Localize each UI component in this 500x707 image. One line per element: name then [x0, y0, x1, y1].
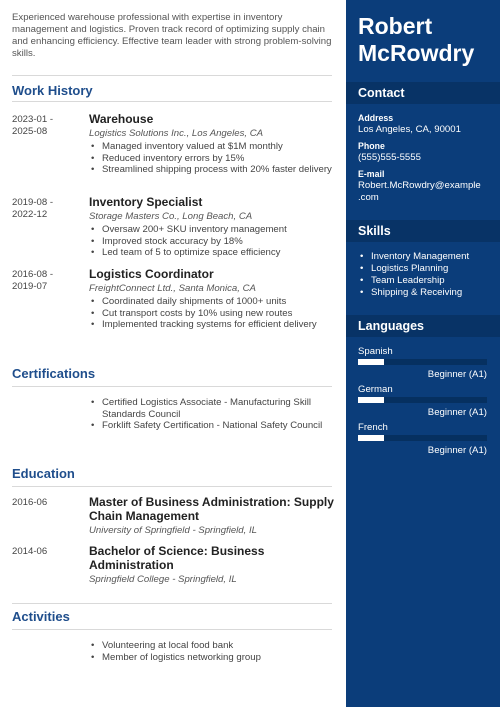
- work-history-divider: [12, 101, 332, 102]
- school: Springfield College - Springfield, IL: [89, 574, 237, 585]
- contact-heading: Contact: [346, 82, 500, 104]
- language-bar-fill: [358, 435, 384, 441]
- address-value: Los Angeles, CA, 90001: [358, 124, 461, 135]
- language-bar: [358, 435, 487, 441]
- last-name: McRowdry: [358, 40, 475, 66]
- work-bullet: • Improved stock accuracy by 18%: [89, 236, 334, 248]
- degree: Master of Business Administration: Supply Chain Management: [89, 495, 334, 523]
- phone-label: Phone: [358, 141, 385, 151]
- language-bar-fill: [358, 359, 384, 365]
- language-bar: [358, 397, 487, 403]
- school: University of Springfield - Springfield, IL: [89, 525, 257, 536]
- email-value[interactable]: [358, 180, 493, 204]
- work-history-heading: Work History: [12, 83, 93, 98]
- certification-item: • Forklift Safety Certification - National Safety Council: [89, 420, 334, 432]
- work-bullet: • Managed inventory valued at $1M monthly: [89, 141, 334, 153]
- activities-divider: [12, 629, 332, 630]
- education-heading: Education: [12, 466, 75, 481]
- education-date: 2014-06: [12, 546, 48, 557]
- company: Storage Masters Co., Long Beach, CA: [89, 211, 253, 222]
- work-bullet: • Cut transport costs by 10% using new routes: [89, 308, 334, 320]
- skill-item: • Shipping & Receiving: [358, 287, 493, 299]
- work-bullet: • Led team of 5 to optimize space efficiency: [89, 247, 334, 259]
- certifications-divider: [12, 386, 332, 387]
- summary-divider: [12, 75, 332, 76]
- language-name: French: [358, 422, 388, 433]
- work-date: 2019-08 - 2022-12: [12, 197, 54, 220]
- email-value-line1: Robert.McRowdry@example: [358, 180, 481, 191]
- skill-item: • Logistics Planning: [358, 263, 493, 275]
- work-date: 2016-08 - 2019-07: [12, 269, 54, 292]
- language-level: Beginner (A1): [427, 369, 487, 380]
- languages-heading: Languages: [346, 315, 500, 337]
- activities-top-divider: [12, 603, 332, 604]
- language-bar-fill: [358, 397, 384, 403]
- phone-value: (555)555-5555: [358, 152, 421, 163]
- certifications-heading: Certifications: [12, 366, 96, 381]
- company: FreightConnect Ltd., Santa Monica, CA: [89, 283, 256, 294]
- language-level: Beginner (A1): [427, 407, 487, 418]
- skill-item: • Team Leadership: [358, 275, 493, 287]
- work-bullet: • Implemented tracking systems for efficient delivery: [89, 319, 334, 331]
- address-label: Address: [358, 113, 394, 123]
- sidebar: [346, 0, 500, 707]
- language-name: Spanish: [358, 346, 393, 357]
- activities-list: [89, 639, 334, 663]
- language-item: [358, 346, 487, 381]
- language-item: [358, 384, 487, 419]
- degree: Bachelor of Science: Business Administration: [89, 544, 265, 572]
- language-name: German: [358, 384, 393, 395]
- certifications-list: [89, 396, 334, 432]
- candidate-name: [358, 13, 474, 67]
- work-bullet: • Oversaw 200+ SKU inventory management: [89, 224, 334, 236]
- job-title: Warehouse: [89, 112, 154, 126]
- activities-heading: Activities: [12, 609, 70, 624]
- job-title: Logistics Coordinator: [89, 267, 214, 281]
- first-name: Robert: [358, 13, 433, 39]
- email-value-line2: .com: [358, 192, 379, 203]
- education-divider: [12, 486, 332, 487]
- activity-item: • Volunteering at local food bank: [89, 640, 334, 652]
- skills-list: [358, 251, 493, 299]
- work-bullet: • Coordinated daily shipments of 1000+ units: [89, 296, 334, 308]
- company: Logistics Solutions Inc., Los Angeles, CA: [89, 128, 264, 139]
- language-item: [358, 422, 487, 457]
- education-date: 2016-06: [12, 497, 48, 508]
- language-level: Beginner (A1): [427, 445, 487, 456]
- skills-heading: Skills: [346, 220, 500, 242]
- work-date: 2023-01 - 2025-08: [12, 114, 54, 137]
- work-bullet: • Reduced inventory errors by 15%: [89, 153, 334, 165]
- job-title: Inventory Specialist: [89, 195, 203, 209]
- work-bullet: • Streamlined shipping process with 20% faster delivery: [89, 164, 334, 176]
- certification-item: • Certified Logistics Associate - Manufacturing Skill Standards Council: [89, 397, 334, 420]
- summary-text: Experienced warehouse professional with expertise in inventory management and logistics. Proven track record of optimizing supply chain and enhancing efficiency. Effective team leader with strong problem-solving skills.: [12, 12, 332, 59]
- skill-item: • Inventory Management: [358, 251, 493, 263]
- email-label: E-mail: [358, 169, 385, 179]
- language-bar: [358, 359, 487, 365]
- activity-item: • Member of logistics networking group: [89, 652, 334, 664]
